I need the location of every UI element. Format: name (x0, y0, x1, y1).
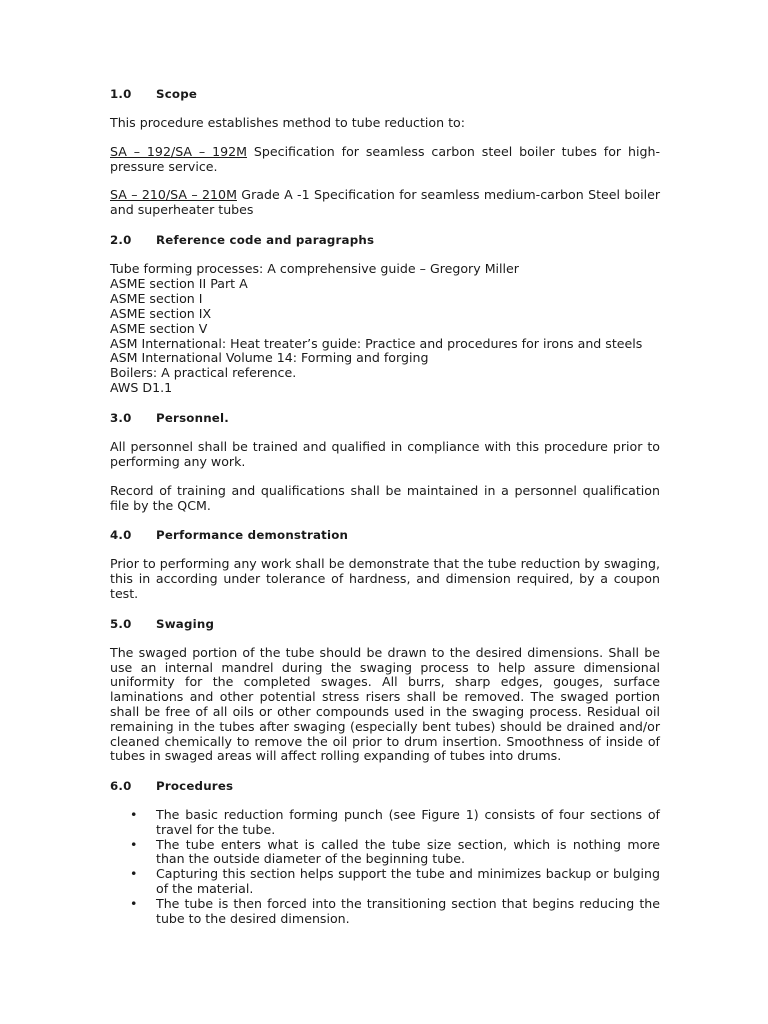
spec-description: Grade A -1 Specification for seamless medium-carbon Steel boiler and superheater tubes (110, 187, 660, 218)
bullet-icon: • (130, 866, 138, 882)
section-title: Reference code and paragraphs (156, 232, 375, 247)
reference-item: ASME section II Part A (110, 275, 248, 291)
reference-item: ASME section V (110, 320, 208, 336)
section-title: Personnel. (156, 411, 229, 426)
swaging-paragraph: The swaged portion of the tube should be drawn to the desired dimensions. Shall be use an internal mandrel during the swaging process to help assure dimensional uniformity for the completed swages. All burrs, sharp edges, gouges, surface laminations and other potential stress risers shall be removed. The swaged portion shall be free of all oils or other compounds used in the swaging process. Residual oil remaining in the tubes after swaging (especially bent tubes) should be drained and/or cleaned chemically to remove the oil prior to drum insertion. Smoothness of inside of tubes in swaged areas will affect rolling expanding of tubes into drums. (110, 644, 660, 764)
section-number: 6.0 (110, 779, 132, 794)
spec-description: Specification for seamless carbon steel boiler tubes for high-pressure service. (110, 143, 660, 174)
spec-code-link: SA – 192/SA – 192M (110, 143, 248, 159)
reference-item: ASME section IX (110, 305, 212, 321)
section-number: 4.0 (110, 528, 132, 543)
section-title: Procedures (156, 779, 234, 794)
performance-paragraph: Prior to performing any work shall be demonstrate that the tube reduction by swaging, this in according under tolerance of hardness, and dimension required, by a coupon test. (110, 556, 660, 601)
section-heading-personnel (110, 410, 660, 426)
section-title: Swaging (156, 616, 215, 631)
document-page (110, 86, 660, 926)
list-item-text: Capturing this section helps support the tube and minimizes backup or bulging of the material. (156, 866, 660, 897)
list-item (110, 838, 660, 868)
reference-item: ASM International: Heat treater’s guide: Practice and procedures for irons and steels (110, 335, 643, 351)
section-title: Performance demonstration (156, 528, 349, 543)
section-number: 1.0 (110, 87, 132, 101)
section-heading-references (110, 232, 660, 248)
procedure-list (110, 808, 660, 926)
scope-spec-2 (110, 188, 660, 218)
section-number: 2.0 (110, 232, 132, 247)
section-heading-procedures (110, 778, 660, 794)
spec-code-link: SA – 210/SA – 210M (110, 187, 237, 203)
list-item (110, 897, 660, 927)
reference-item: ASME section I (110, 290, 203, 306)
section-number: 3.0 (110, 411, 132, 426)
bullet-icon: • (130, 836, 138, 852)
reference-item: AWS D1.1 (110, 380, 173, 396)
bullet-icon: • (130, 895, 138, 911)
list-item-text: The tube is then forced into the transitioning section that begins reducing the tube to the desired dimension. (156, 895, 660, 926)
reference-item: ASM International Volume 14: Forming and forging (110, 350, 429, 366)
reference-list (110, 262, 660, 396)
list-item-text: The basic reduction forming punch (see Figure 1) consists of four sections of travel for the tube. (156, 807, 660, 837)
list-item-text: The tube enters what is called the tube size section, which is nothing more than the outside diameter of the beginning tube. (156, 836, 660, 867)
section-number: 5.0 (110, 616, 132, 631)
personnel-paragraph-2: Record of training and qualifications shall be maintained in a personnel qualification file by the QCM. (110, 482, 660, 513)
section-heading-performance (110, 527, 660, 543)
bullet-icon: • (130, 807, 138, 823)
personnel-paragraph-1: All personnel shall be trained and qualified in compliance with this procedure prior to performing any work. (110, 439, 660, 469)
reference-item: Boilers: A practical reference. (110, 365, 297, 381)
section-heading-swaging (110, 616, 660, 632)
list-item (110, 808, 660, 838)
list-item (110, 867, 660, 897)
section-title: Scope (156, 87, 198, 101)
scope-intro: This procedure establishes method to tube reduction to: (110, 115, 465, 130)
scope-spec-1 (110, 145, 660, 175)
reference-item: Tube forming processes: A comprehensive guide – Gregory Miller (110, 260, 519, 276)
section-heading-scope (110, 86, 660, 102)
